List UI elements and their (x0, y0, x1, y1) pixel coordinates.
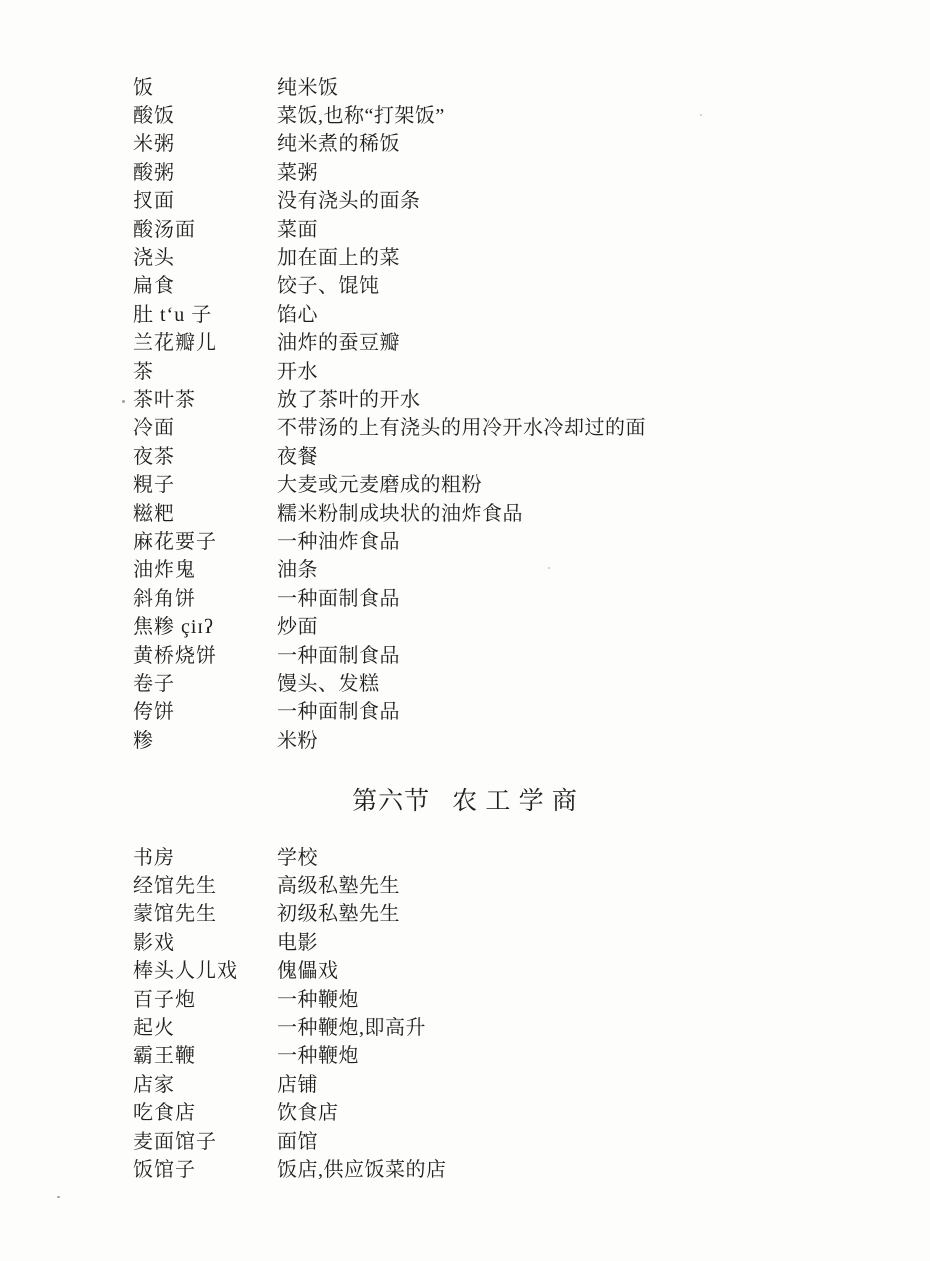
glossary-trades-section (133, 841, 890, 1182)
definition-cell: 馅心 (277, 303, 318, 326)
glossary-row (133, 841, 890, 869)
definition-cell: 夜餐 (277, 445, 318, 468)
term-cell: 粯子 (133, 474, 175, 497)
definition-cell: 傀儡戏 (277, 960, 339, 983)
glossary-row (133, 869, 890, 897)
term-cell: 麦面馆子 (133, 1130, 217, 1153)
definition-cell: 纯米饭 (277, 76, 339, 99)
definition-cell: 菜粥 (277, 161, 318, 184)
glossary-row (133, 213, 890, 241)
definition-cell: 没有浇头的面条 (277, 190, 421, 213)
glossary-row (133, 71, 890, 99)
glossary-row (133, 926, 890, 954)
glossary-row (133, 983, 890, 1011)
glossary-row (133, 241, 890, 269)
definition-cell: 加在面上的菜 (277, 247, 400, 270)
term-cell: 侉饼 (133, 701, 175, 724)
definition-cell: 开水 (277, 360, 318, 383)
term-cell: 扠面 (133, 190, 175, 213)
glossary-row (133, 554, 890, 582)
glossary-row (133, 1153, 890, 1181)
term-cell: 店家 (133, 1073, 175, 1096)
term-cell: 兰花瓣儿 (133, 332, 217, 355)
definition-cell: 不带汤的上有浇头的用冷开水冷却过的面 (277, 417, 646, 440)
glossary-row (133, 440, 890, 468)
glossary-row (133, 468, 890, 496)
definition-cell: 放了茶叶的开水 (277, 389, 421, 411)
glossary-row (133, 667, 890, 695)
term-cell: 酸粥 (133, 161, 175, 184)
definition-cell: 初级私塾先生 (277, 903, 400, 926)
term-cell: 酸饭 (133, 105, 175, 128)
glossary-row (133, 582, 890, 610)
glossary-row (133, 955, 890, 983)
definition-cell: 一种鞭炮 (277, 988, 359, 1011)
definition-cell: 油炸的蚕豆瓣 (277, 332, 400, 355)
term-cell: 影戏 (133, 931, 175, 954)
term-cell: 棒头人儿戏 (133, 960, 238, 983)
glossary-row (133, 1097, 890, 1125)
glossary-row (133, 610, 890, 638)
term-cell: 卷子 (133, 672, 175, 695)
glossary-row (133, 383, 890, 411)
definition-cell: 高级私塾先生 (277, 875, 400, 898)
definition-cell: 油条 (277, 559, 318, 582)
glossary-row (133, 185, 890, 213)
term-cell: 肚 t‘u 子 (133, 303, 213, 326)
definition-cell: 饮食店 (277, 1102, 339, 1125)
scan-speck (700, 114, 702, 116)
glossary-row (133, 1011, 890, 1039)
glossary-row (133, 1125, 890, 1153)
glossary-row (133, 525, 890, 553)
term-cell: 经馆先生 (133, 875, 217, 898)
term-cell: 斜角饼 (133, 587, 196, 610)
glossary-row (133, 99, 890, 127)
definition-cell: 一种面制食品 (277, 587, 400, 610)
term-cell: 蒙馆先生 (133, 903, 217, 926)
definition-cell: 一种鞭炮,即高升 (277, 1017, 426, 1040)
section-heading (0, 788, 930, 816)
definition-cell: 饺子、馄饨 (277, 275, 380, 298)
glossary-row (133, 412, 890, 440)
definition-cell: 菜饭,也称“打架饭” (277, 105, 445, 128)
glossary-row (133, 327, 890, 355)
term-cell: 焦糁 çiɪʔ (133, 616, 214, 639)
section-number: 第六节 (352, 788, 431, 815)
scan-speck (57, 1196, 60, 1198)
definition-cell: 学校 (277, 846, 318, 869)
definition-cell: 米粉 (277, 729, 318, 752)
glossary-row (133, 1068, 890, 1096)
term-cell: 百子炮 (133, 988, 196, 1011)
glossary-row (133, 724, 890, 752)
term-cell: 油炸鬼 (133, 559, 196, 582)
term-cell: 夜茶 (133, 445, 175, 468)
term-cell: 黄桥烧饼 (133, 644, 217, 667)
term-cell: 糁 (133, 729, 154, 752)
glossary-row (133, 639, 890, 667)
definition-cell: 店铺 (277, 1073, 318, 1096)
definition-cell: 一种鞭炮 (277, 1045, 359, 1068)
definition-cell: 炒面 (277, 616, 318, 639)
scan-speck (548, 567, 550, 569)
definition-cell: 电影 (277, 931, 318, 954)
term-cell: 酸汤面 (133, 218, 196, 241)
definition-cell: 大麦或元麦磨成的粗粉 (277, 474, 482, 497)
glossary-row (133, 298, 890, 326)
term-cell: 饭馆子 (133, 1159, 196, 1181)
term-cell: 糍粑 (133, 502, 175, 525)
term-cell: 吃食店 (133, 1102, 196, 1125)
definition-cell: 菜面 (277, 218, 318, 241)
definition-cell: 饭店,供应饭菜的店 (277, 1159, 447, 1181)
section-title: 农 工 学 商 (452, 788, 578, 815)
term-cell: 浇头 (133, 247, 175, 270)
term-cell: 饭 (133, 76, 154, 99)
glossary-row (133, 1040, 890, 1068)
term-cell: 扁食 (133, 275, 175, 298)
term-cell: 起火 (133, 1017, 175, 1040)
term-cell: 书房 (133, 846, 175, 869)
glossary-row (133, 696, 890, 724)
glossary-row (133, 355, 890, 383)
glossary-food-section (133, 71, 890, 752)
term-cell: 麻花要子 (133, 530, 217, 553)
definition-cell: 一种油炸食品 (277, 530, 400, 553)
term-cell: 冷面 (133, 417, 175, 440)
scan-speck (122, 400, 125, 403)
definition-cell: 一种面制食品 (277, 701, 400, 724)
glossary-row (133, 156, 890, 184)
definition-cell: 馒头、发糕 (277, 672, 380, 695)
definition-cell: 纯米煮的稀饭 (277, 133, 400, 156)
glossary-row (133, 898, 890, 926)
term-cell: 霸王鞭 (133, 1045, 196, 1068)
glossary-row (133, 497, 890, 525)
definition-cell: 一种面制食品 (277, 644, 400, 667)
glossary-row (133, 270, 890, 298)
definition-cell: 面馆 (277, 1130, 318, 1153)
term-cell: 茶叶茶 (133, 389, 196, 411)
definition-cell: 糯米粉制成块状的油炸食品 (277, 502, 523, 525)
term-cell: 米粥 (133, 133, 175, 156)
term-cell: 茶 (133, 360, 154, 383)
glossary-row (133, 128, 890, 156)
